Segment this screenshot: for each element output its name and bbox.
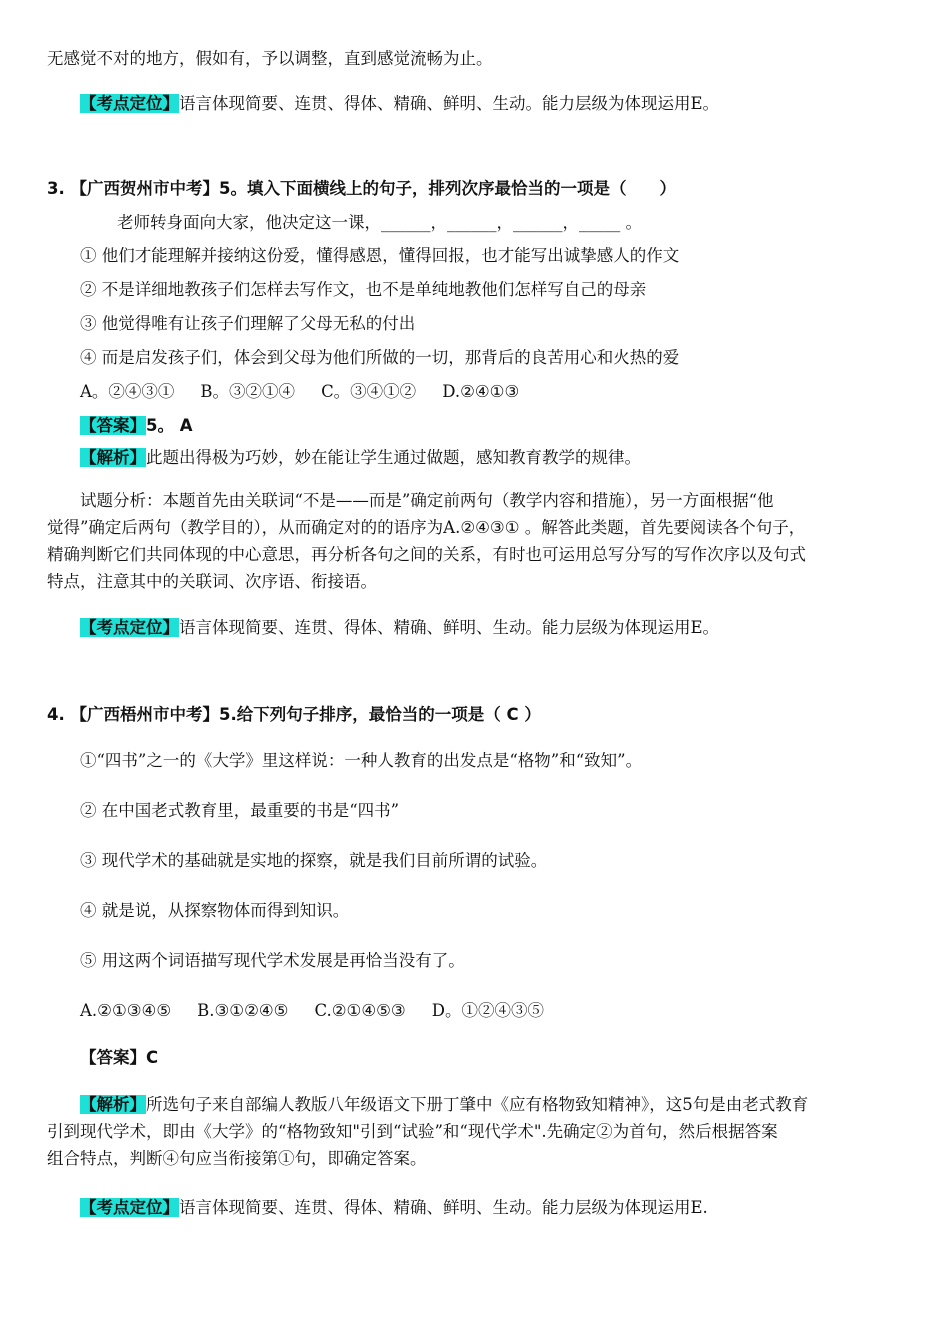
q3-sentence-1: ① 他们才能理解并接纳这份爱，懂得感恩，懂得回报，也才能写出诚挚感人的作文 [80,246,680,265]
kaodian-text: 语言体现简要、连贯、得体、精确、鲜明、生动。能力层级为体现运用E. [179,1198,708,1217]
q3-options [80,381,545,403]
jiexi-label: 【解析】 [80,1095,146,1114]
top-kaodian-row [80,93,719,115]
q4-sentence-1: ①“四书”之一的《大学》里这样说：一种人教育的出发点是“格物”和“致知”。 [80,751,643,770]
q3-option-b: B。③②①④ [200,382,296,401]
q4-option-a: A.②①③④⑤ [80,1001,172,1020]
q4-sentence-5: ⑤ 用这两个词语描写现代学术发展是再恰当没有了。 [80,951,465,970]
q3-analysis-line-2: 觉得”确定后两句（教学目的），从而确定对的的语序为A.②④③① 。解答此类题，首先要阅读各个句子， [47,518,806,537]
q3-sentence-2: ② 不是详细地教孩子们怎样去写作文，也不是单纯地教他们怎样写自己的母亲 [80,280,647,299]
q4-sentence-4: ④ 就是说，从探察物体而得到知识。 [80,901,350,920]
kaodian-label: 【考点定位】 [80,94,179,113]
q4-option-d: D。①②④③⑤ [431,1001,544,1020]
q4-jiexi-row [80,1094,808,1116]
q4-jiexi-line-3: 组合特点，判断④句应当衔接第①句，即确定答案。 [47,1149,427,1168]
q3-analysis-line-3: 精确判断它们共同体现的中心意思，再分析各句之间的关系，有时也可运用总写分写的写作次序以及句式 [47,545,806,564]
q3-jiexi-row [80,447,641,469]
answer-label: 【答案】 [80,416,146,435]
q3-analysis-line-4: 特点，注意其中的关联词、次序语、衔接语。 [47,572,377,591]
q3-stem: 老师转身面向大家，他决定这一课，______，______，______，_____ 。 [117,213,642,232]
answer-text: 5。 A [146,416,193,435]
kaodian-label: 【考点定位】 [80,1198,179,1217]
q3-option-c: C。③④①② [321,382,417,401]
q4-kaodian-row [80,1197,708,1219]
q4-option-b: B.③①②④⑤ [197,1001,289,1020]
q4-title: 4. 【广西梧州市中考】5.给下列句子排序，最恰当的一项是（ C ） [47,705,541,724]
kaodian-label: 【考点定位】 [80,618,179,637]
q3-title: 3. 【广西贺州市中考】5。填入下面横线上的句子，排列次序最恰当的一项是（ ） [47,179,676,198]
q3-answer-row [80,415,193,437]
q4-jiexi-line-2: 引到现代学术，即由《大学》的“格物致知"引到“试验”和“现代学术".先确定②为首句，然后根据答案 [47,1122,778,1141]
q4-options [80,1000,570,1022]
q4-sentence-2: ② 在中国老式教育里，最重要的书是“四书” [80,801,400,820]
q4-answer-row [80,1047,158,1069]
kaodian-text: 语言体现简要、连贯、得体、精确、鲜明、生动。能力层级为体现运用E。 [179,618,720,637]
q3-sentence-4: ④ 而是启发孩子们，体会到父母为他们所做的一切，那背后的良苦用心和火热的爱 [80,348,680,367]
q3-kaodian-row [80,617,719,639]
q4-option-c: C.②①④⑤③ [314,1001,406,1020]
q3-analysis-line-1: 试题分析：本题首先由关联词“不是——而是”确定前两句（教学内容和措施），另一方面根据“他 [80,491,774,510]
q4-sentence-3: ③ 现代学术的基础就是实地的探察，就是我们目前所谓的试验。 [80,851,548,870]
q3-option-a: A。②④③① [80,382,175,401]
jiexi-text: 此题出得极为巧妙，妙在能让学生通过做题，感知教育教学的规律。 [146,448,641,467]
top-continuation-line: 无感觉不对的地方，假如有，予以调整，直到感觉流畅为止。 [47,49,493,68]
jiexi-text: 所选句子来自部编人教版八年级语文下册丁肇中《应有格物致知精神》，这5句是由老式教育 [146,1095,809,1114]
answer-label: 【答案】 [80,1048,146,1067]
q3-sentence-3: ③ 他觉得唯有让孩子们理解了父母无私的付出 [80,314,416,333]
answer-text: C [146,1048,159,1067]
q3-option-d: D.②④①③ [442,382,520,401]
jiexi-label: 【解析】 [80,448,146,467]
kaodian-text: 语言体现简要、连贯、得体、精确、鲜明、生动。能力层级为体现运用E。 [179,94,720,113]
